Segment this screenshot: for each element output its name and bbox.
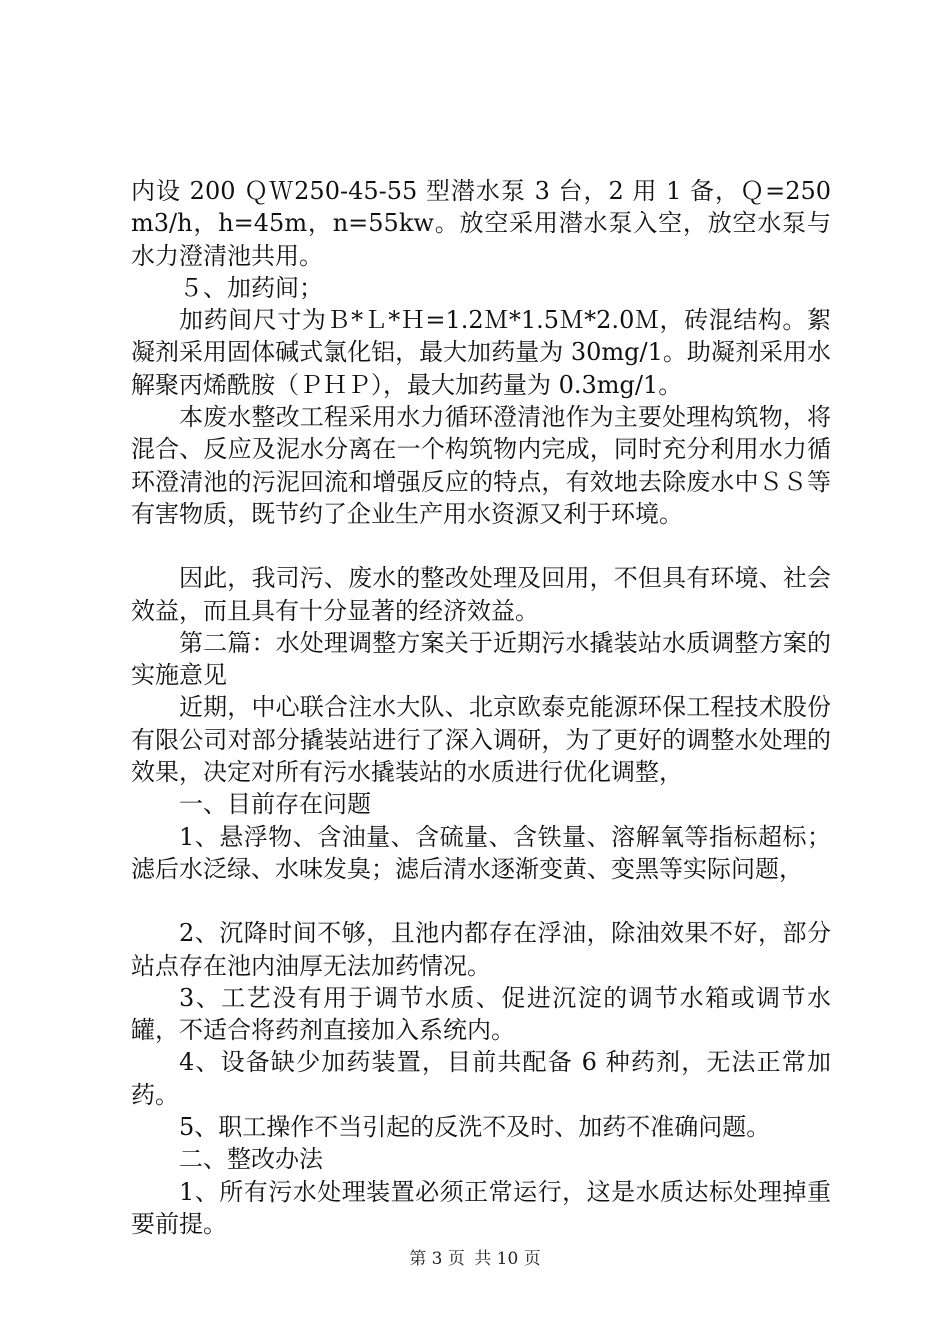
list-item-problem-3: 3、工艺没有用于调节水质、促进沉淀的调节水箱或调节水罐，不适合将药剂直接加入系统内。 bbox=[131, 983, 831, 1045]
section-heading-problems: 一、目前存在问题 bbox=[179, 790, 371, 819]
chapter-title: 第二篇：水处理调整方案关于近期污水撬装站水质调整方案的实施意见 bbox=[131, 628, 831, 690]
paragraph-pump-spec: 内设 200 ＱＷ250-45-55 型潜水泵 3 台，2 用 1 备，Ｑ=250m3/h，h=45m，n=55kw。放空采用潜水泵入空，放空水泵与水力澄清池共用。 bbox=[131, 177, 831, 270]
paragraph-clarifier: 本废水整改工程采用水力循环澄清池作为主要处理构筑物，将混合、反应及泥水分离在一个构筑物内完成，同时充分利用水力循环澄清池的污泥回流和增强反应的特点，有效地去除废水中ＳＳ等有害物质，既节约了企业生产用水资源又利于环境。 bbox=[131, 403, 831, 528]
page-total: 共 10 页 bbox=[474, 1249, 541, 1269]
paragraph-spacer bbox=[131, 530, 831, 562]
page-number: 第 3 页 bbox=[409, 1249, 465, 1269]
list-item-problem-4: 4、设备缺少加药装置，目前共配备 6 种药剂，无法正常加药。 bbox=[131, 1048, 831, 1109]
page-footer bbox=[0, 1244, 950, 1269]
list-item-problem-1: 1、悬浮物、含油量、含硫量、含铁量、溶解氧等指标超标；滤后水泛绿、水味发臭；滤后清水逐渐变黄、变黑等实际问题， bbox=[131, 822, 831, 883]
list-item-problem-2: 2、沉降时间不够，且池内都存在浮油，除油效果不好，部分站点存在池内油厚无法加药情况。 bbox=[131, 919, 831, 980]
document-body bbox=[131, 175, 831, 1240]
section-heading-dosing-room: ５、加药间； bbox=[179, 273, 323, 302]
paragraph-spacer bbox=[131, 885, 831, 917]
paragraph-conclusion: 因此，我司污、废水的整改处理及回用，不但具有环境、社会效益，而且具有十分显著的经济效益。 bbox=[131, 564, 831, 625]
paragraph-dosing-room: 加药间尺寸为Ｂ*Ｌ*Ｈ=1.2Ｍ*1.5Ｍ*2.0Ｍ，砖混结构。絮凝剂采用固体碱式氯化铝，最大加药量为 30mg/1。助凝剂采用水解聚丙烯酰胺（ＰＨＰ），最大加药量为 0.3mg/1。 bbox=[131, 306, 831, 399]
paragraph-intro: 近期，中心联合注水大队、北京欧泰克能源环保工程技术股份有限公司对部分撬装站进行了深入调研，为了更好的调整水处理的效果，决定对所有污水撬装站的水质进行优化调整， bbox=[131, 693, 831, 787]
section-heading-remedies: 二、整改办法 bbox=[179, 1145, 323, 1174]
list-item-remedy-1: 1、所有污水处理装置必须正常运行，这是水质达标处理掉重要前提。 bbox=[131, 1177, 831, 1238]
list-item-problem-5: 5、职工操作不当引起的反洗不及时、加药不准确问题。 bbox=[179, 1113, 771, 1142]
